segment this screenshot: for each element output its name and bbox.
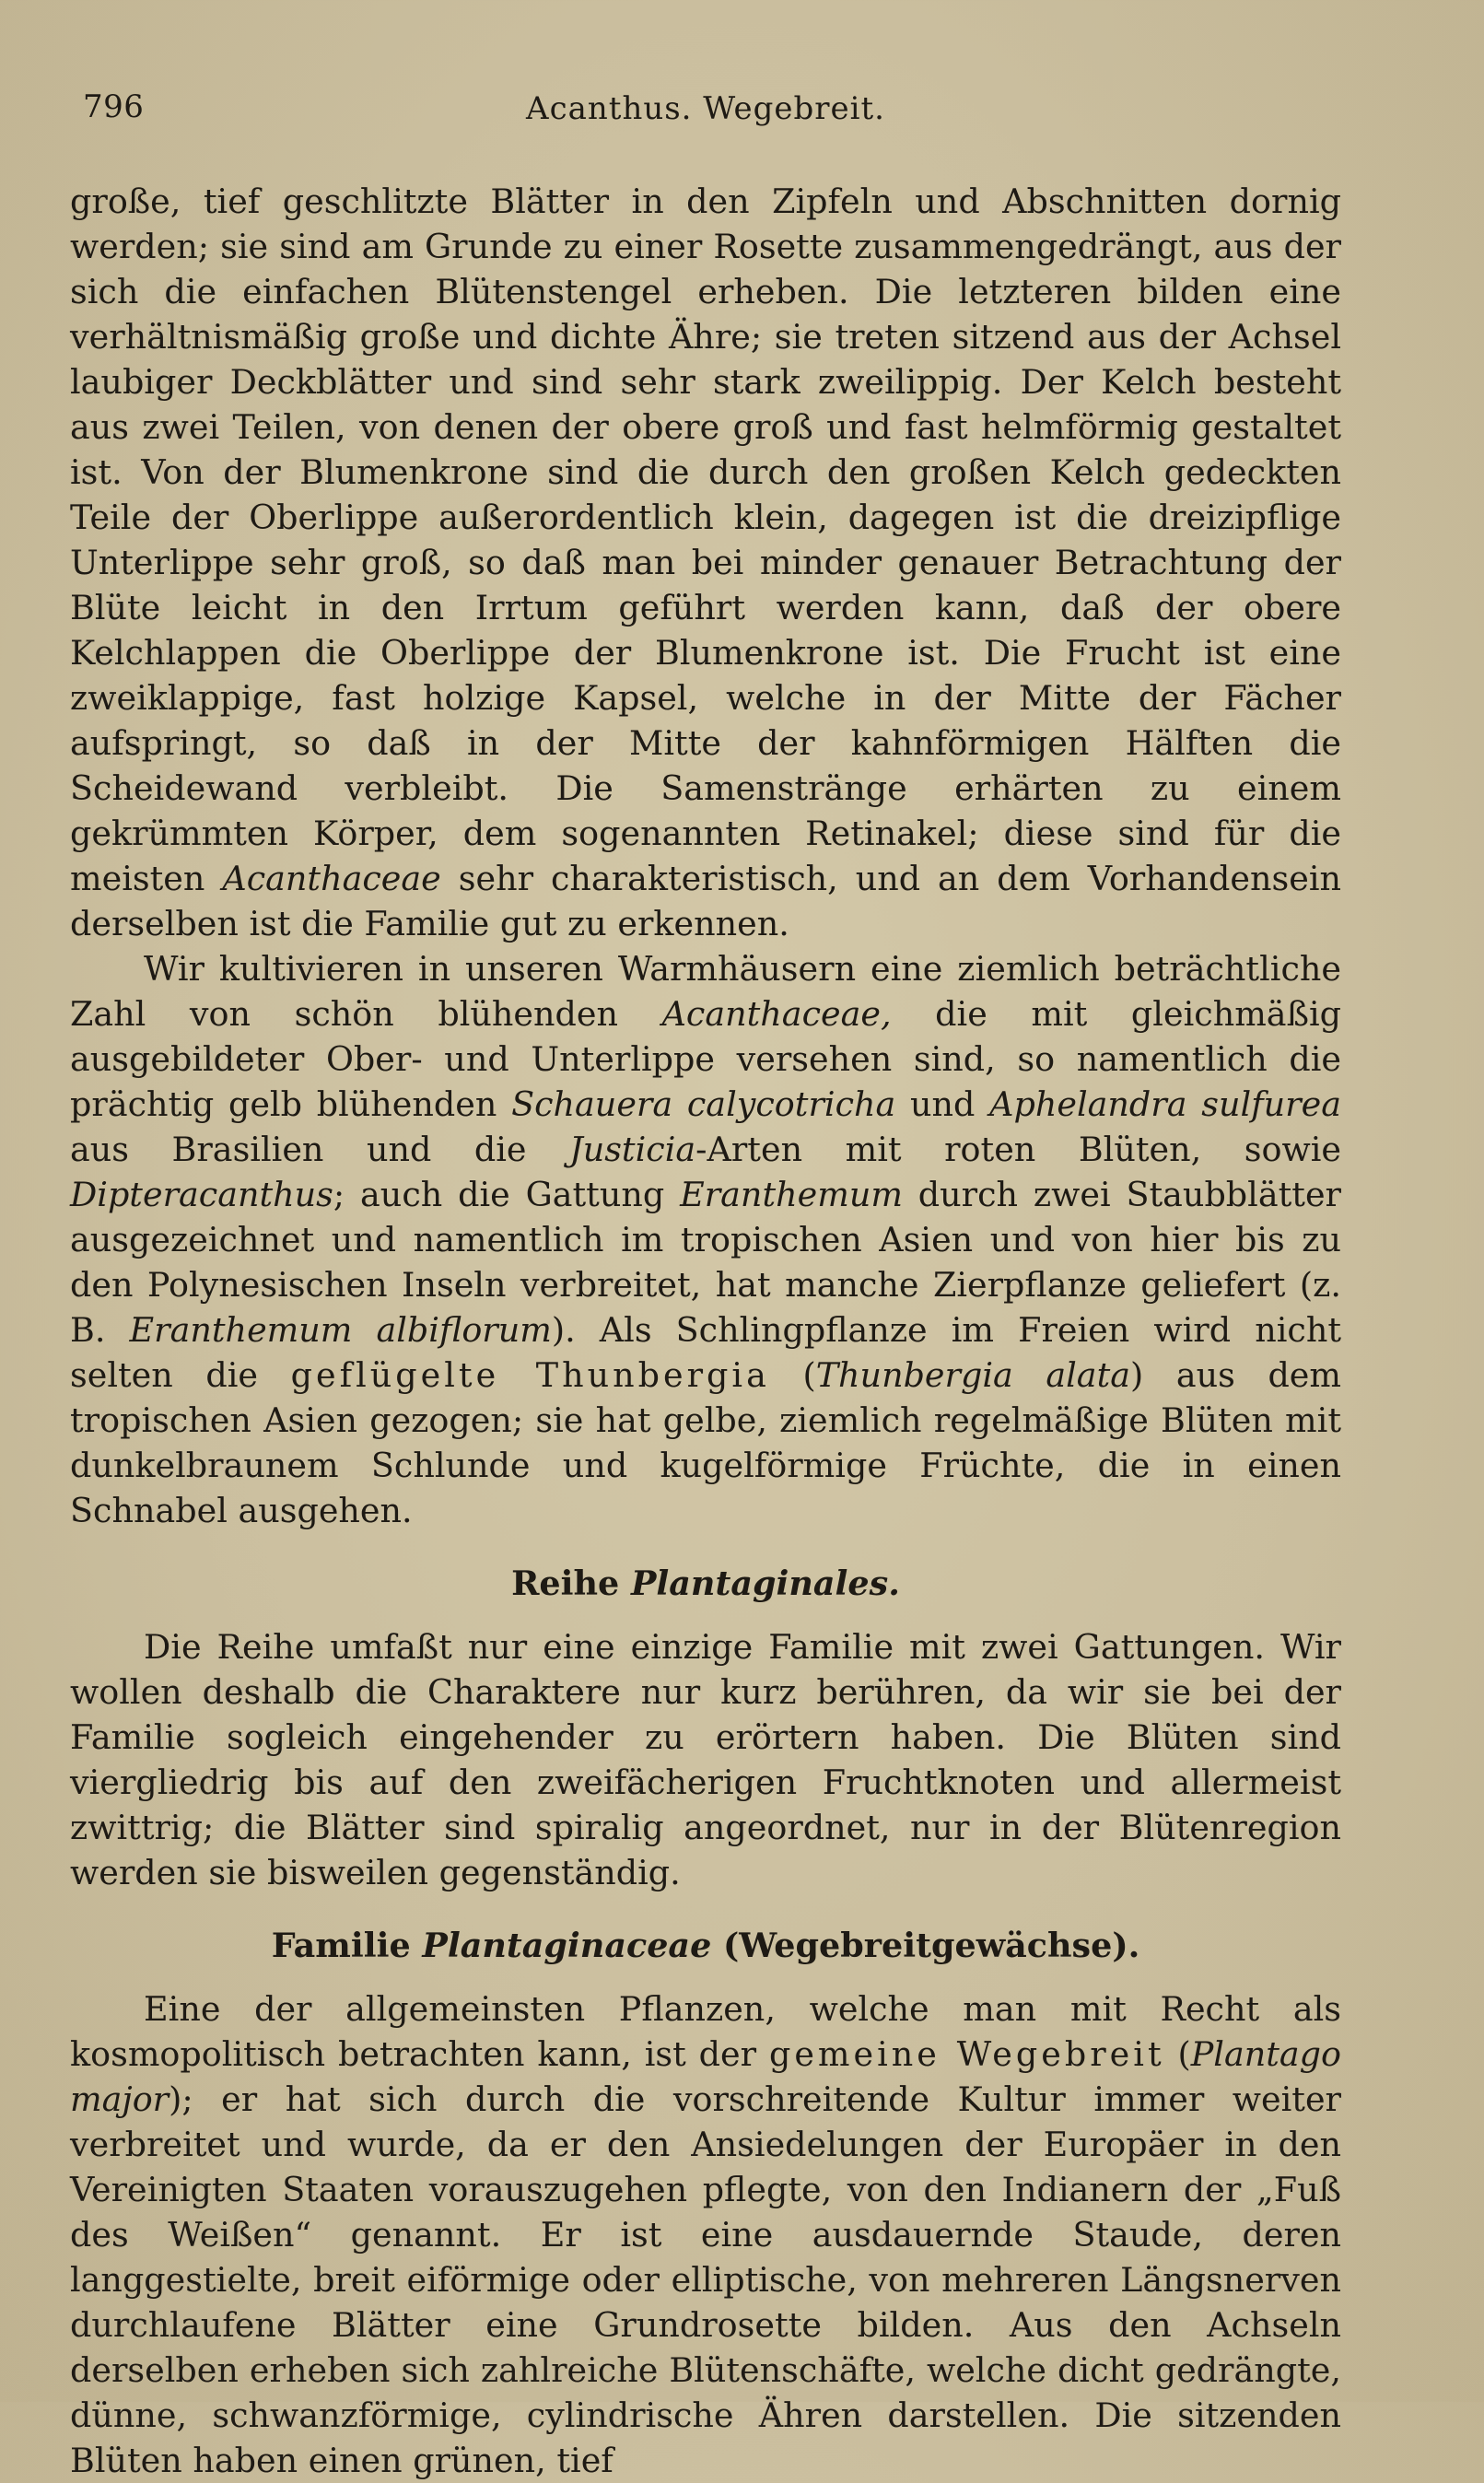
taxon-name: Thunbergia alata: [815, 1355, 1131, 1395]
paragraph-acanthus-description: große, tief geschlitzte Blätter in den Zipfeln und Abschnitten dornig werden; sie sind am Grunde zu einer Rosette zusammengedrängt, aus der sich die einfachen Blütenstengel erheben. Die letzteren bilden eine verhältnismäßig große und dichte Ähre; sie treten sitzend aus der Achsel laubiger Deckblätter und sind sehr stark zweilippig. Der Kelch besteht aus zwei Teilen, von denen der obere groß und fast helmförmig gestaltet ist. Von der Blumenkrone sind die durch den großen Kelch gedeckten Teile der Oberlippe außerordentlich klein, dagegen ist die dreizipflige Unterlippe sehr groß, so daß man bei minder genauer Betrachtung der Blüte leicht in den Irrtum geführt werden kann, daß der obere Kelchlappen die Oberlippe der Blumenkrone ist. Die Frucht ist eine zweiklappige, fast holzige Kapsel, welche in der Mitte der Fächer aufspringt, so daß in der Mitte der kahnförmigen Hälften die Scheidewand verbleibt. Die Samenstränge erhärten zu einem gekrümmten Körper, dem sogenannten Retinakel; diese sind für die meisten Acanthaceae sehr charakteristisch, und an dem Vorhandensein derselben ist die Familie gut zu erkennen.: [70, 182, 1341, 943]
taxon-name: Acanthaceae: [222, 859, 441, 898]
taxon-name: Justicia: [569, 1130, 696, 1169]
emphasized-common-name: geflügelte Thunbergia: [290, 1355, 770, 1395]
paragraph-acanthaceae-cultivation: Wir kultivieren in unseren Warmhäusern eine ziemlich beträchtliche Zahl von schön blühenden Acanthaceae, die mit gleichmäßig ausgebildeter Ober- und Unterlippe versehen sind, so namentlich die prächtig gelb blühenden Schauera calycotricha und Aphelandra sulfurea aus Brasilien und die Justicia-Arten mit roten Blüten, sowie Dipteracanthus; auch die Gattung Eranthemum durch zwei Staubblätter ausgezeichnet und namentlich im tropischen Asien und von hier bis zu den Polynesischen Inseln verbreitet, hat manche Zierpflanze geliefert (z. B. Eranthemum albiflorum). Als Schlingpflanze im Freien wird nicht selten die geflügelte Thunbergia (Thunbergia alata) aus dem tropischen Asien gezogen; sie hat gelbe, ziemlich regelmäßige Blüten mit dunkelbraunem Schlunde und kugelförmige Früchte, die in einen Schnabel ausgehen.: [70, 949, 1342, 1530]
paragraph-plantaginales: Die Reihe umfaßt nur eine einzige Familie mit zwei Gattungen. Wir wollen deshalb die Charaktere nur kurz berühren, da wir sie bei der Familie sogleich eingehender zu erörtern haben. Die Blüten sind viergliedrig bis auf den zweifächerigen Fruchtknoten und allermeist zwittrig; die Blätter sind spiralig angeordnet, nur in der Blütenregion werden sie bisweilen gegenständig.: [70, 1627, 1341, 1892]
taxon-name: Acanthaceae,: [661, 994, 892, 1034]
taxon-name: Aphelandra sulfurea: [989, 1084, 1341, 1124]
section-heading-plantaginaceae: Familie Plantaginaceae (Wegebreitgewächse).: [271, 1926, 1140, 1965]
emphasized-common-name: gemeine Wegebreit: [768, 2034, 1165, 2074]
taxon-name: Plantago major: [70, 2034, 1342, 2119]
paragraph-plantago-major: Eine der allgemeinsten Pflanzen, welche man mit Recht als kosmopolitisch betrachten kann, ist der gemeine Wegebreit (Plantago major); er hat sich durch die vorschreitende Kultur immer weiter verbreitet und wurde, da er den Ansiedelungen der Europäer in den Vereinigten Staaten vorauszugehen pflegte, von den Indianern der „Fuß des Weißen“ genannt. Er ist eine ausdauernde Staude, deren langgestielte, breit eiförmige oder elliptische, von mehreren Längsnerven durchlaufene Blätter eine Grundrosette bilden. Aus den Achseln derselben erheben sich zahlreiche Blütenschäfte, welche dicht gedrängte, dünne, schwanzförmige, cylindrische Ähren darstellen. Die sitzenden Blüten haben einen grünen, tief: [70, 1989, 1342, 2480]
taxon-name: Schauera calycotricha: [511, 1084, 896, 1124]
book-page: [70, 88, 1341, 2483]
taxon-name: Dipteracanthus: [70, 1175, 333, 1214]
taxon-name: Eranthemum: [680, 1175, 903, 1214]
body-text: [70, 179, 1341, 2483]
running-title: Acanthus. Wegebreit.: [526, 90, 885, 127]
section-heading-plantaginales: Reihe Plantaginales.: [511, 1564, 900, 1603]
taxon-name: Eranthemum albiflorum: [129, 1310, 552, 1350]
page-number: 796: [83, 88, 145, 125]
page-header: [70, 88, 1341, 136]
